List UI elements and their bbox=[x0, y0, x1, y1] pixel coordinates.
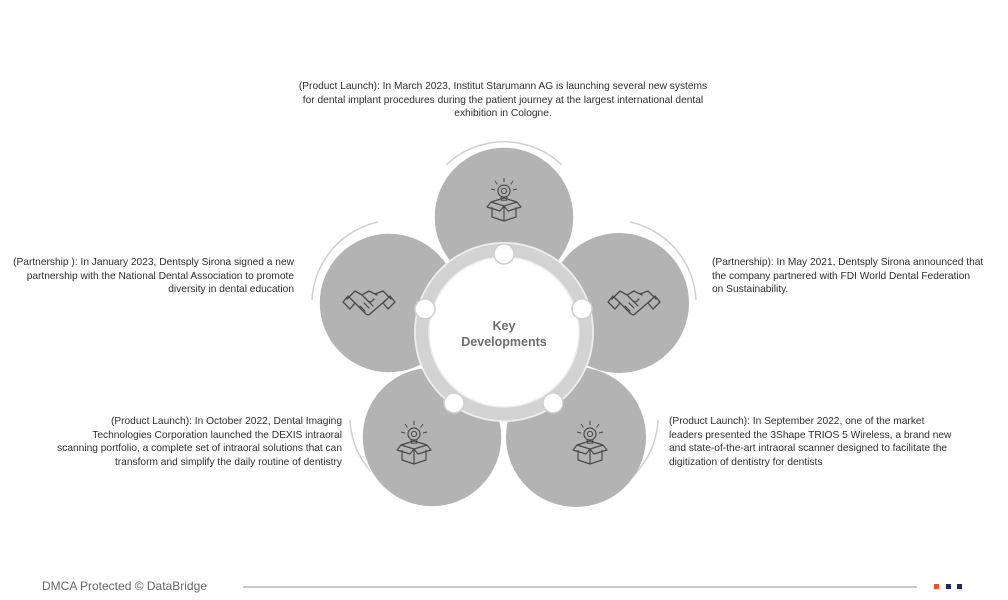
center-title-line2: Developments bbox=[461, 335, 547, 349]
development-partnership-right: (Partnership): In May 2021, Dentsply Sirona announced that the company partnered with FDI World Dental Federation on Sustainability. bbox=[712, 257, 984, 295]
ring-node-top bbox=[494, 244, 514, 264]
footer-square-navy bbox=[957, 584, 962, 589]
footer-divider bbox=[243, 586, 917, 588]
ring-node-left bbox=[415, 299, 435, 319]
development-product-launch-bottom-right: (Product Launch): In September 2022, one of the market leaders presented the 3Shape TRIOS 5 Wireless, a brand new and state-of-the-art intraoral scanner designed to facilitate the digitization of dentistry for dentists bbox=[669, 416, 952, 468]
center-title-line1: Key bbox=[492, 319, 516, 333]
ring-node-right bbox=[572, 299, 592, 319]
footer-square-navy bbox=[946, 584, 951, 589]
footer-brand: DMCA Protected © DataBridge bbox=[42, 579, 207, 593]
development-partnership-left: (Partnership ): In January 2023, Dentsply Sirona signed a new partnership with the National Dental Association to promote diversity in dental education bbox=[13, 257, 294, 295]
development-product-launch-top: (Product Launch): In March 2023, Institut Starumann AG is launching several new systems for dental implant procedures during the patient journey at the largest international dental exhibition in Cologne. bbox=[298, 81, 708, 119]
ring-node-bottom-left bbox=[444, 393, 464, 413]
footer-square-orange bbox=[934, 584, 939, 589]
development-product-launch-bottom-left: (Product Launch): In October 2022, Dental Imaging Technologies Corporation launched the DEXIS intraoral scanning portfolio, a complete set of intraoral solutions that can transform and simplify the daily routine of dentistry bbox=[57, 416, 342, 468]
ring-node-bottom-right bbox=[543, 393, 563, 413]
